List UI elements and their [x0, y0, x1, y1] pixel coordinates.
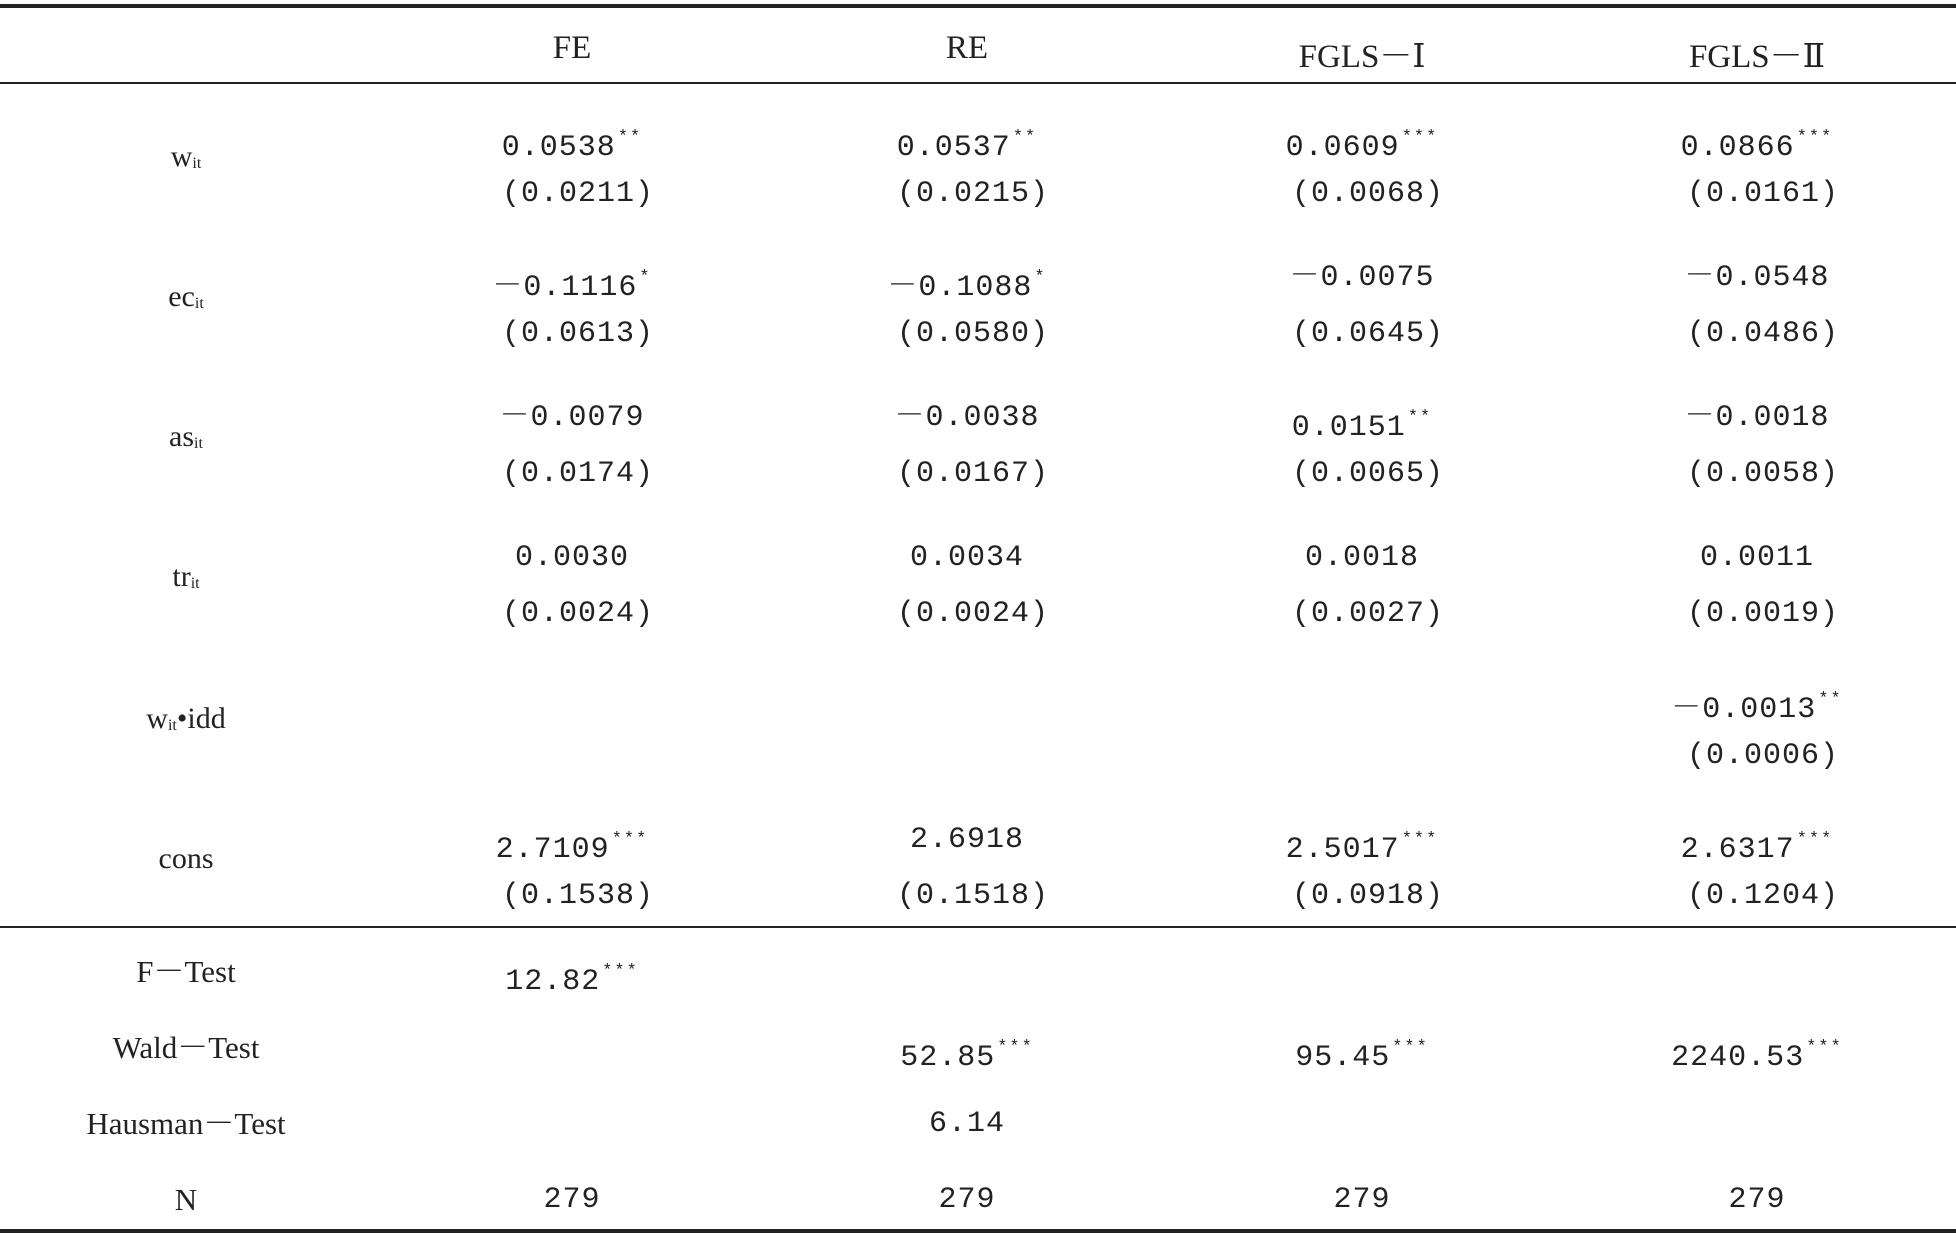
coefficient-line	[1202, 812, 1522, 868]
stat-label: Wald－Test	[112, 1030, 260, 1065]
variable-name: ec	[168, 280, 195, 313]
row-label	[168, 280, 204, 314]
coefficient-value: －0.1088	[887, 271, 1033, 305]
stat-cell	[807, 1180, 1127, 1220]
row-label	[169, 420, 203, 454]
stat-label: Hausman－Test	[86, 1106, 286, 1141]
significance-stars: **	[1818, 690, 1843, 709]
variable-name: w	[146, 702, 168, 735]
coefficient-value: －0.0018	[1684, 401, 1830, 435]
table-cell	[807, 110, 1127, 222]
bottom-rule	[0, 1229, 1956, 1233]
table-cell	[412, 530, 732, 642]
coefficient-line	[807, 250, 1127, 306]
stat-value: 279	[938, 1183, 996, 1217]
header-rule	[0, 82, 1956, 84]
standard-error: (0.0006)	[1686, 739, 1840, 773]
standard-error: (0.0174)	[501, 457, 655, 491]
standard-error: (0.0161)	[1686, 177, 1840, 211]
table-cell	[412, 250, 732, 362]
coefficient-line	[412, 390, 732, 446]
stat-label: F－Test	[136, 954, 236, 989]
coefficient-value: 0.0609	[1285, 131, 1400, 165]
variable-suffix: •idd	[176, 702, 226, 735]
coefficient-value: －0.0548	[1684, 261, 1830, 295]
table-cell	[1202, 390, 1522, 502]
column-header-fgls-2: FGLS－Ⅱ	[1688, 39, 1826, 75]
coefficient-line	[1202, 110, 1522, 166]
coefficient-value: －0.0075	[1289, 261, 1435, 295]
significance-stars: ***	[611, 830, 649, 849]
variable-subscript: it	[192, 155, 202, 172]
column-header-re: RE	[945, 30, 989, 66]
table-cell	[1597, 530, 1917, 642]
standard-error: (0.0068)	[1291, 177, 1445, 211]
stat-cell	[1202, 1028, 1522, 1078]
coefficient-line	[1597, 530, 1917, 586]
coefficient-value: 0.0151	[1291, 411, 1406, 445]
table-cell	[1597, 250, 1917, 362]
row-label	[171, 140, 202, 174]
stat-value: 12.82	[505, 965, 601, 999]
table-cell	[807, 530, 1127, 642]
coefficient-line	[1202, 390, 1522, 446]
stat-value: 279	[1333, 1183, 1391, 1217]
coefficient-value: －0.0079	[499, 401, 645, 435]
standard-error: (0.1538)	[501, 879, 655, 913]
standard-error: (0.0918)	[1291, 879, 1445, 913]
stat-value: 95.45	[1295, 1041, 1391, 1075]
standard-error: (0.0580)	[896, 317, 1050, 351]
significance-stars: ***	[1806, 1038, 1843, 1057]
variable-name: cons	[158, 842, 214, 875]
stat-cell	[807, 1028, 1127, 1078]
standard-error: (0.0024)	[896, 597, 1050, 631]
standard-error: (0.0486)	[1686, 317, 1840, 351]
significance-stars: *	[1034, 268, 1047, 287]
table-cell	[1202, 110, 1522, 222]
standard-error: (0.0024)	[501, 597, 655, 631]
table-cell	[1597, 672, 1917, 784]
table-cell	[1202, 250, 1522, 362]
stat-cell	[1202, 1180, 1522, 1220]
coefficient-value: 0.0538	[501, 131, 616, 165]
variable-subscript: it	[190, 575, 200, 592]
table-cell	[807, 812, 1127, 924]
coefficient-line	[1597, 812, 1917, 868]
stat-cell	[412, 952, 732, 1002]
significance-stars: ***	[1401, 128, 1439, 147]
stat-cell	[807, 1104, 1127, 1144]
standard-error: (0.0065)	[1291, 457, 1445, 491]
coefficient-value: 0.0030	[514, 541, 630, 575]
significance-stars: ***	[1796, 128, 1834, 147]
coefficient-value: 0.0537	[896, 131, 1011, 165]
table-cell	[1202, 812, 1522, 924]
coefficient-value: 2.6918	[909, 823, 1025, 857]
coefficient-value: 2.5017	[1285, 833, 1400, 867]
column-header-fgls-1: FGLS－Ⅰ	[1298, 39, 1426, 75]
top-rule	[0, 4, 1956, 8]
significance-stars: ***	[1401, 830, 1439, 849]
coefficient-line	[412, 110, 732, 166]
significance-stars: ***	[1392, 1038, 1429, 1057]
significance-stars: *	[639, 268, 652, 287]
significance-stars: **	[1407, 408, 1433, 427]
variable-name: tr	[172, 560, 191, 593]
coefficient-line	[1202, 250, 1522, 306]
standard-error: (0.0215)	[896, 177, 1050, 211]
table-cell	[1597, 812, 1917, 924]
coefficient-line	[807, 530, 1127, 586]
coefficient-line	[412, 812, 732, 868]
variable-subscript: it	[194, 435, 203, 452]
stat-label: N	[174, 1182, 198, 1217]
column-header-fe: FE	[552, 30, 592, 66]
table-cell	[1597, 110, 1917, 222]
variable-name: as	[169, 420, 195, 453]
table-cell	[1597, 390, 1917, 502]
table-cell	[412, 110, 732, 222]
table-cell	[1202, 530, 1522, 642]
significance-stars: **	[617, 128, 643, 147]
stat-cell	[1597, 1180, 1917, 1220]
coefficient-line	[1597, 110, 1917, 166]
table-cell	[412, 812, 732, 924]
coefficient-line	[1597, 250, 1917, 306]
stat-value: 2240.53	[1671, 1041, 1805, 1075]
variable-subscript: it	[167, 717, 177, 734]
stat-cell	[412, 1180, 732, 1220]
standard-error: (0.0613)	[501, 317, 655, 351]
coefficient-value: －0.1116	[492, 271, 638, 305]
significance-stars: ***	[997, 1038, 1034, 1057]
coefficient-line	[1597, 390, 1917, 446]
variable-name: w	[170, 140, 193, 173]
significance-stars: ***	[602, 962, 639, 981]
stat-value: 52.85	[900, 1041, 996, 1075]
variable-subscript: it	[194, 295, 204, 312]
row-label	[146, 702, 225, 736]
coefficient-line	[807, 390, 1127, 446]
coefficient-value: 0.0018	[1304, 541, 1420, 575]
standard-error: (0.0167)	[896, 457, 1050, 491]
coefficient-line	[1597, 672, 1917, 728]
standard-error: (0.0058)	[1686, 457, 1840, 491]
stat-value: 6.14	[928, 1107, 1005, 1141]
standard-error: (0.0019)	[1686, 597, 1840, 631]
coefficient-value: 2.6317	[1680, 833, 1795, 867]
coefficient-line	[807, 110, 1127, 166]
coefficient-line	[412, 530, 732, 586]
coefficient-line	[1202, 530, 1522, 586]
coefficient-value: 0.0034	[909, 541, 1025, 575]
significance-stars: **	[1012, 128, 1038, 147]
standard-error: (0.1204)	[1686, 879, 1840, 913]
standard-error: (0.1518)	[896, 879, 1050, 913]
coefficient-value: －0.0038	[894, 401, 1040, 435]
stat-value: 279	[543, 1183, 601, 1217]
standard-error: (0.0027)	[1291, 597, 1445, 631]
standard-error: (0.0211)	[501, 177, 655, 211]
midrule	[0, 926, 1956, 928]
table-cell	[412, 390, 732, 502]
row-label	[172, 560, 199, 594]
stat-value: 279	[1728, 1183, 1786, 1217]
table-cell	[807, 390, 1127, 502]
coefficient-value: 0.0011	[1699, 541, 1815, 575]
coefficient-line	[412, 250, 732, 306]
coefficient-value: －0.0013	[1671, 693, 1817, 727]
table-cell	[807, 250, 1127, 362]
stat-cell	[1597, 1028, 1917, 1078]
coefficient-value: 0.0866	[1680, 131, 1795, 165]
standard-error: (0.0645)	[1291, 317, 1445, 351]
coefficient-line	[807, 812, 1127, 868]
coefficient-value: 2.7109	[495, 833, 610, 867]
significance-stars: ***	[1796, 830, 1834, 849]
row-label	[159, 842, 214, 876]
